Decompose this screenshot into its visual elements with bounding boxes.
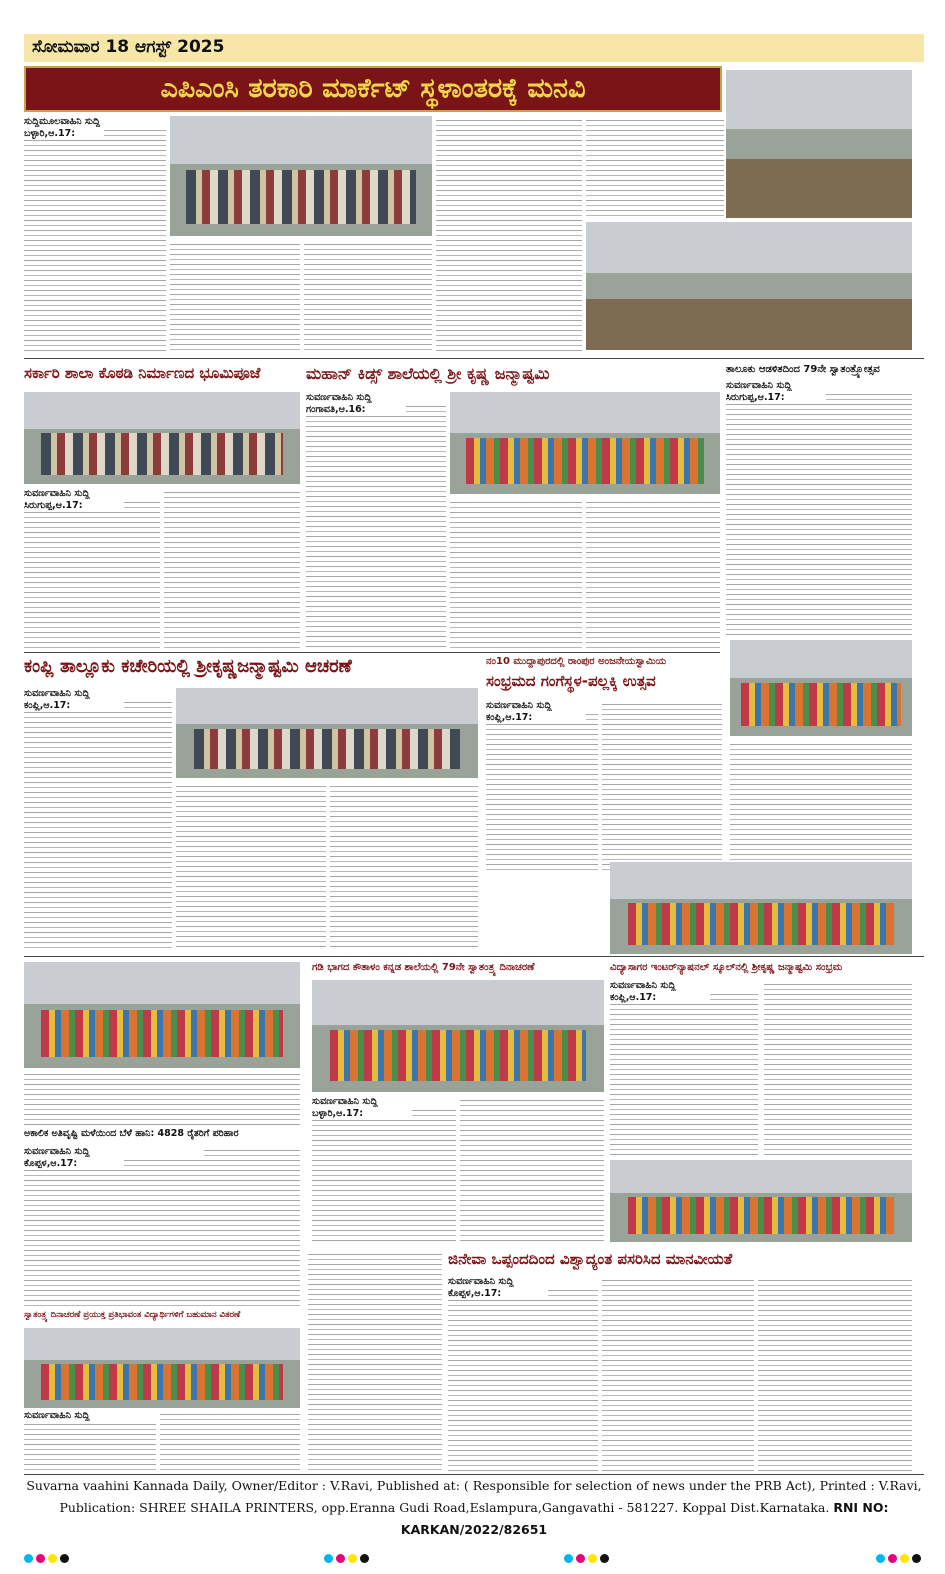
- story5-column-1: [24, 688, 172, 948]
- issue-date: ಸೋಮವಾರ 18 ಆಗಸ್ಟ್ 2025: [32, 37, 225, 57]
- story11-byline: ಸುವರ್ಣವಾಹಿನಿ ಸುದ್ದಿ: [448, 1276, 598, 1287]
- lead-headline: ಎಪಿಎಂಸಿ ತರಕಾರಿ ಮಾರ್ಕೆಟ್ ಸ್ಥಳಾಂತರಕ್ಕೆ ಮನವಿ: [160, 73, 586, 104]
- story4-place: ಸಿರುಗುಪ್ಪ,ಆ.17:: [726, 392, 826, 403]
- date-bar: [24, 34, 924, 62]
- imprint-footer: [24, 1475, 924, 1545]
- story10-headline: ಸ್ವಾತಂತ್ರ್ಯ ದಿನಾಚರಣೆ ಪ್ರಯುಕ್ತ ಪ್ರತಿಭಾವಂತ ವಿದ್ಯಾರ್ಥಿಗಳಿಗೆ ಬಹುಮಾನ ವಿತರಣೆ: [24, 1310, 241, 1320]
- story1-place: ಬಳ್ಳಾರಿ,ಆ.17:: [24, 128, 104, 139]
- story6-photo-procession: [610, 862, 912, 954]
- story9-byline: ಸುವರ್ಣವಾಹಿನಿ ಸುದ್ದಿ: [24, 1146, 204, 1157]
- story1-column-4: [436, 116, 582, 351]
- rni-number: RNI NO: KARKAN/2022/82651: [400, 1500, 889, 1537]
- photo-caption: [24, 1070, 300, 1126]
- imprint-address: Publication: SHREE SHAILA PRINTERS, opp.Eranna Gudi Road,Eslampura,Gangavathi - 581227. Koppal Dist.Karnataka.: [59, 1500, 830, 1515]
- divider: [24, 652, 720, 653]
- story10-column-3: [308, 1250, 442, 1472]
- imprint-line-2: [24, 1497, 924, 1541]
- story8-byline: ಸುವರ್ಣವಾಹಿನಿ ಸುದ್ದಿ: [610, 980, 758, 991]
- story9-headline: ಅಕಾಲಿಕ ಅತಿವೃಷ್ಟಿ ಮಳೆಯಿಂದ ಬೆಳೆ ಹಾನಿ: 4828 ರೈತರಿಗೆ ಪರಿಹಾರ: [24, 1128, 239, 1139]
- story3-column-3: [586, 498, 720, 648]
- story5-byline: ಸುವರ್ಣವಾಹಿನಿ ಸುದ್ದಿ: [24, 688, 172, 699]
- cyan-dot: [24, 1554, 33, 1563]
- story4-column: [726, 380, 912, 636]
- story9-body: [24, 1146, 300, 1306]
- story2-byline: ಸುವರ್ಣವಾಹಿನಿ ಸುದ್ದಿ: [24, 488, 160, 499]
- story2-column-1: [24, 488, 160, 648]
- story1-column-1: [24, 116, 166, 351]
- yellow-dot: [348, 1554, 357, 1563]
- story10-column-2: [160, 1410, 300, 1472]
- cyan-dot: [876, 1554, 885, 1563]
- story3-headline: ಮಹಾನ್ ಕಿಡ್ಸ್ ಶಾಲೆಯಲ್ಲಿ ಶ್ರೀ ಕೃಷ್ಣ ಜನ್ಮಾಷ್ಟಮಿ: [306, 364, 550, 383]
- story1-byline: ಸುದ್ದಿಮೂಲವಾಹಿನಿ ಸುದ್ದಿ: [24, 116, 166, 127]
- story8-photo: [610, 1160, 912, 1242]
- story5-place: ಕಂಪ್ಲಿ,ಆ.17:: [24, 700, 124, 711]
- story7-column-2: [460, 1096, 604, 1244]
- krishna-kids-photo: [24, 962, 300, 1068]
- story3-byline: ಸುವರ್ಣವಾಹಿನಿ ಸುದ್ದಿ: [306, 392, 446, 403]
- story1-column-2: [170, 240, 300, 351]
- story6-kicker: ನಂ10 ಮುದ್ದಾಪುರದಲ್ಲಿ ರಾಂಪುರ ಅಂಜನೇಯಸ್ವಾಮಿಯ: [486, 656, 667, 667]
- black-dot: [600, 1554, 609, 1563]
- story6-column-1: [486, 700, 598, 870]
- story5-photo: [176, 688, 478, 778]
- story8-column-2: [764, 980, 912, 1156]
- divider: [24, 358, 924, 359]
- story1-column-5: [586, 116, 724, 220]
- story2-photo: [24, 392, 300, 484]
- black-dot: [912, 1554, 921, 1563]
- story11-column-2: [602, 1276, 754, 1472]
- story8-headline: ವಿದ್ಯಾಸಾಗರ ಇಂಟರ್‌ನ್ಯಾಷನಲ್ ಸ್ಕೂಲ್‌ನಲ್ಲಿ ಶ್ರೀಕೃಷ್ಣ ಜನ್ಮಾಷ್ಟಮಿ ಸಂಭ್ರಮ: [610, 962, 843, 973]
- story2-place: ಸಿರುಗುಪ್ಪ,ಆ.17:: [24, 500, 124, 511]
- print-registration-marks: [24, 1554, 924, 1566]
- yellow-dot: [48, 1554, 57, 1563]
- yellow-dot: [900, 1554, 909, 1563]
- divider: [24, 956, 924, 957]
- story8-column-1: [610, 980, 758, 1156]
- story8-place: ಕಂಪ್ಲಿ,ಆ.17:: [610, 992, 710, 1003]
- story11-place: ಕೊಪ್ಪಳ,ಆ.17:: [448, 1288, 548, 1299]
- story5-column-2: [176, 782, 326, 948]
- lead-headline-banner: [24, 66, 722, 112]
- imprint-line-1: Suvarna vaahini Kannada Daily, Owner/Editor : V.Ravi, Published at: ( Responsible for selection of news under the PRB Act), Printed : V.Ravi,: [26, 1478, 922, 1493]
- story4-photo-parade: [730, 640, 912, 736]
- story6-headline: ಸಂಭ್ರಮದ ಗಂಗೆಸ್ಥಳ-ಪಲ್ಲಕ್ಕಿ ಉತ್ಸವ: [486, 672, 656, 690]
- cyan-dot: [324, 1554, 333, 1563]
- story7-place: ಬಳ್ಳಾರಿ,ಆ.17:: [312, 1108, 412, 1119]
- story6-column-2: [602, 700, 722, 870]
- black-dot: [360, 1554, 369, 1563]
- black-dot: [60, 1554, 69, 1563]
- story3-photo-kids: [450, 392, 720, 494]
- magenta-dot: [336, 1554, 345, 1563]
- story4-byline: ಸುವರ್ಣವಾಹಿನಿ ಸುದ್ದಿ: [726, 380, 912, 391]
- story3-column-2: [450, 498, 582, 648]
- story3-place: ಗಂಗಾವತಿ,ಆ.16:: [306, 404, 406, 415]
- story6-place: ಕಂಪ್ಲಿ,ಆ.17:: [486, 712, 586, 723]
- story3-column-1: [306, 392, 446, 648]
- story5-column-3: [330, 782, 478, 948]
- magenta-dot: [36, 1554, 45, 1563]
- story9-place: ಕೊಪ್ಪಳ,ಆ.17:: [24, 1158, 124, 1169]
- story10-byline: ಸುವರ್ಣವಾಹಿನಿ ಸುದ್ದಿ: [24, 1410, 156, 1421]
- story6-byline: ಸುವರ್ಣವಾಹಿನಿ ಸುದ್ದಿ: [486, 700, 598, 711]
- story7-byline: ಸುವರ್ಣವಾಹಿನಿ ಸುದ್ದಿ: [312, 1096, 456, 1107]
- story11-column-1: [448, 1276, 598, 1472]
- story2-headline: ಸರ್ಕಾರಿ ಶಾಲಾ ಕೊಠಡಿ ನಿರ್ಮಾಣದ ಭೂಮಿಪೂಜೆ: [24, 364, 261, 382]
- story11-column-3: [758, 1276, 912, 1472]
- story7-photo: [312, 980, 604, 1092]
- story7-headline: ಗಡಿ ಭಾಗದ ಕೌತಾಳಂ ಕನ್ನಡ ಶಾಲೆಯಲ್ಲಿ 79ನೇ ಸ್ವಾತಂತ್ರ್ಯ ದಿನಾಚರಣೆ: [312, 962, 535, 973]
- magenta-dot: [888, 1554, 897, 1563]
- market-photo-cattle: [726, 70, 912, 218]
- market-photo-yard: [586, 222, 912, 350]
- magenta-dot: [576, 1554, 585, 1563]
- story6-column-3: [730, 740, 912, 860]
- story11-headline: ಜಿನೇವಾ ಒಪ್ಪಂದದಿಂದ ವಿಶ್ವಾದ್ಯಂತ ಪಸರಿಸಿದ ಮಾನವೀಯತೆ: [448, 1250, 733, 1268]
- story2-column-2: [164, 488, 300, 648]
- story1-column-3: [304, 240, 432, 351]
- story4-headline: ತಾಲೂಕು ಆಡಳಿತದಿಂದ 79ನೇ ಸ್ವಾತಂತ್ರ್ಯೋತ್ಸವ: [726, 364, 880, 375]
- story1-photo-delegation: [170, 116, 432, 236]
- story10-photo: [24, 1328, 300, 1408]
- story5-headline: ಕಂಪ್ಲಿ ತಾಲ್ಲೂಕು ಕಚೇರಿಯಲ್ಲಿ ಶ್ರೀಕೃಷ್ಣಜನ್ಮಾಷ್ಟಮಿ ಆಚರಣೆ: [24, 656, 352, 677]
- yellow-dot: [588, 1554, 597, 1563]
- cyan-dot: [564, 1554, 573, 1563]
